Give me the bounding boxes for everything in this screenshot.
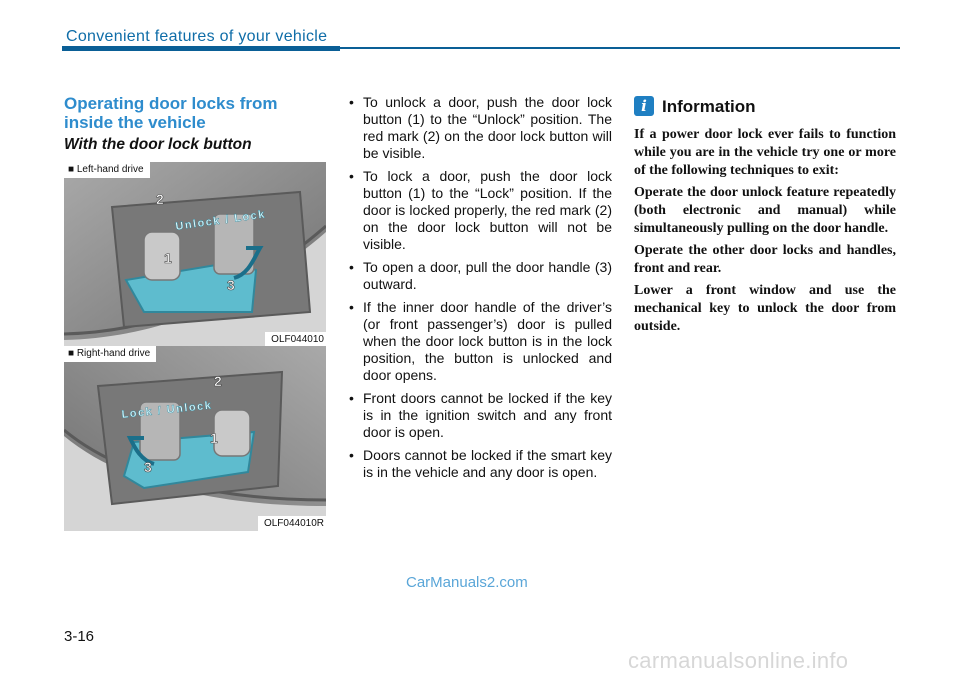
- header-rule-thin: [340, 47, 900, 49]
- list-item: • If the inner door handle of the driver’s (or front passenger’s) door is pulled when the door lock button is in the lock position, the button is unlocked and door opens.: [346, 299, 612, 384]
- info-paragraph: Lower a front window and use the mechanical key to unlock the door from outside.: [634, 283, 896, 334]
- header-title: Convenient features of your vehicle: [66, 28, 328, 45]
- callouts-rhd: [64, 346, 326, 531]
- figure-left-hand-drive: [64, 162, 326, 347]
- callout-3: 3: [227, 277, 235, 293]
- footer-watermark: carmanualsonline.info: [628, 648, 849, 673]
- figure-tag: ■ Left-hand drive: [64, 162, 150, 178]
- list-item: • To lock a door, push the door lock button (1) to the “Lock” position. If the door is locked properly, the red mark (2) on the door lock button will not be visible.: [346, 168, 612, 253]
- list-item: • Front doors cannot be locked if the key is in the ignition switch and any front door is open.: [346, 390, 612, 441]
- information-body: [634, 126, 896, 340]
- list-item: • To open a door, pull the door handle (3) outward.: [346, 259, 612, 293]
- info-paragraph: Operate the door unlock feature repeatedly (both electronic and manual) while simultaneously pulling on the door handle.: [634, 185, 896, 236]
- callout-3: 3: [144, 459, 152, 475]
- figure-code: OLF044010: [265, 332, 326, 347]
- lock-unlock-label: Lock / Unlock: [121, 399, 213, 421]
- list-item: • To unlock a door, push the door lock button (1) to the “Unlock” position. The red mark (2) on the door lock button will be visible.: [346, 94, 612, 162]
- callouts-lhd: [64, 162, 326, 347]
- unlock-lock-label: Unlock / Lock: [174, 208, 267, 233]
- figure-right-hand-drive: [64, 346, 326, 531]
- page-number: 3-16: [64, 628, 95, 645]
- figure-tag: ■ Right-hand drive: [64, 346, 156, 362]
- figure-code: OLF044010R: [258, 516, 326, 531]
- instruction-list: [346, 94, 612, 487]
- watermark-link[interactable]: CarManuals2.com: [406, 574, 528, 591]
- list-item: • Doors cannot be locked if the smart key is in the vehicle and any door is open.: [346, 447, 612, 481]
- callout-2: 2: [156, 191, 164, 207]
- subsection-title: With the door lock button: [64, 136, 252, 153]
- info-icon: i: [634, 96, 654, 116]
- info-paragraph: Operate the other door locks and handles, front and rear.: [634, 243, 896, 276]
- header-rule-thick: [62, 46, 340, 51]
- callout-2: 2: [214, 373, 222, 389]
- section-title: Operating door locks from inside the vehicle: [64, 94, 278, 132]
- info-paragraph: If a power door lock ever fails to function while you are in the vehicle try one or more of the following techniques to exit:: [634, 127, 896, 178]
- information-title: Information: [662, 97, 756, 116]
- callout-1: 1: [210, 430, 218, 446]
- callout-1: 1: [164, 250, 172, 266]
